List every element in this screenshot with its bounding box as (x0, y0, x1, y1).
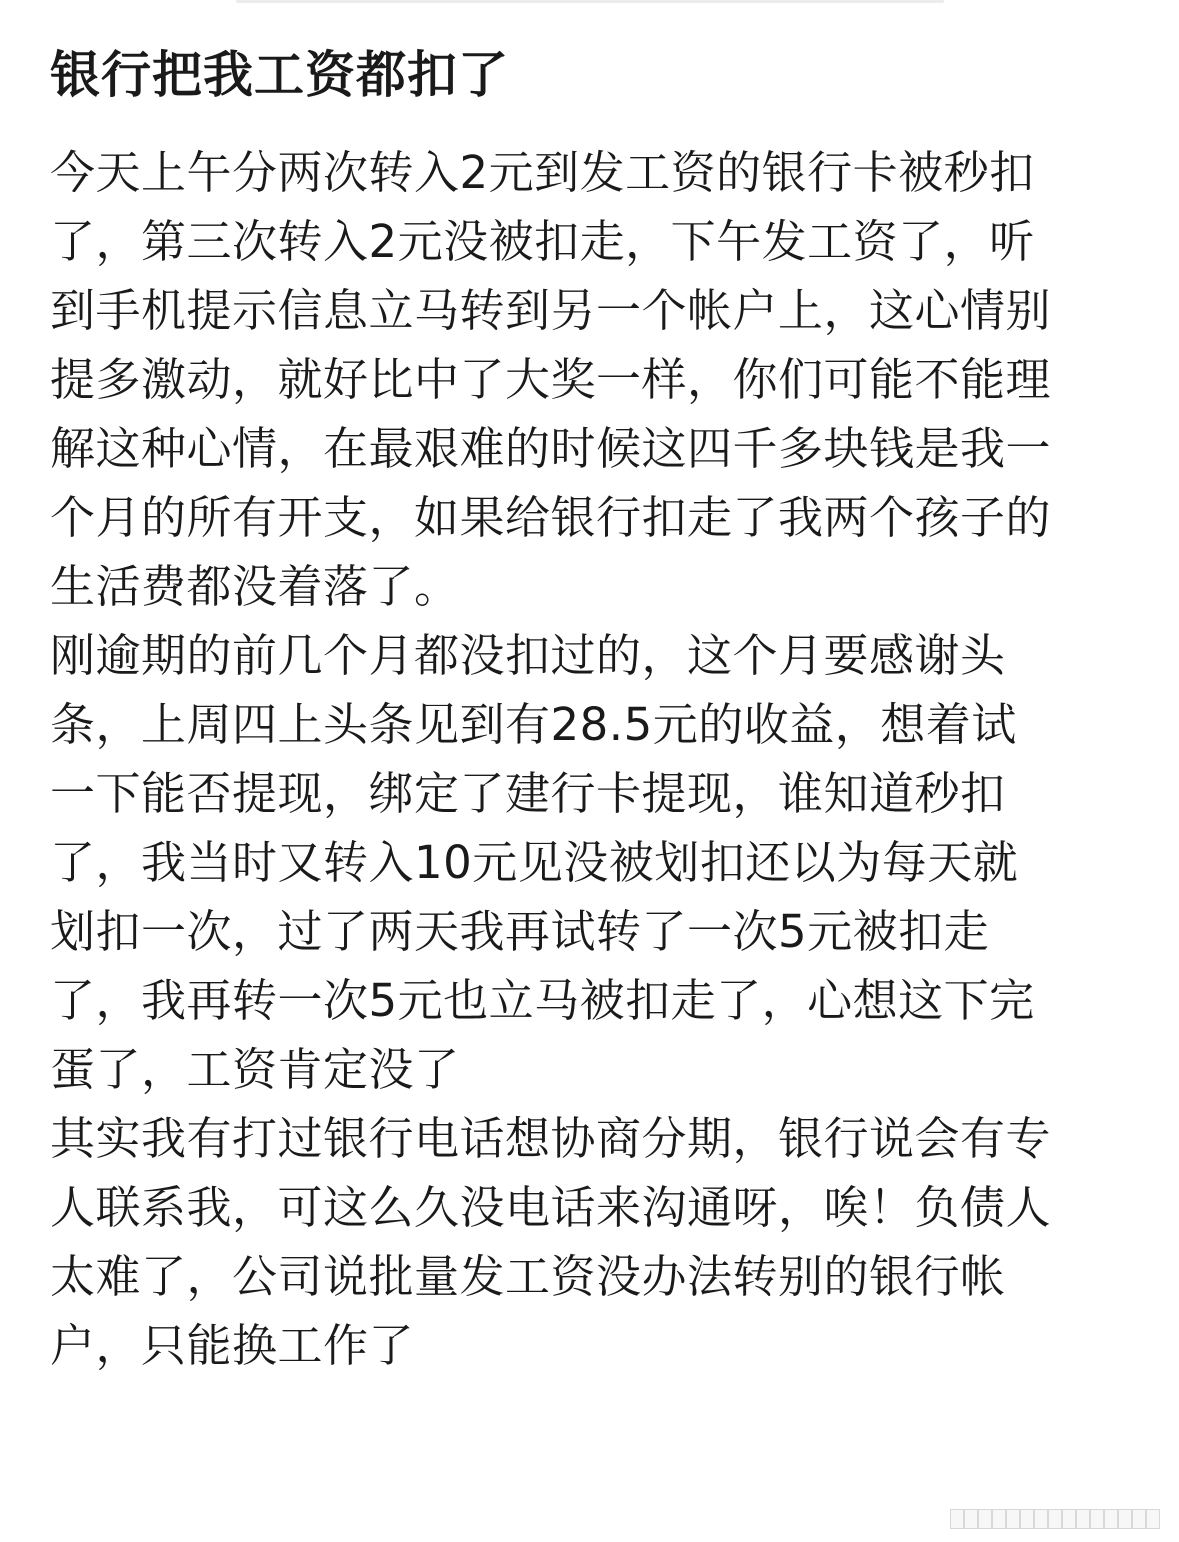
watermark-glyph (1146, 1509, 1160, 1529)
watermark-glyph (1118, 1509, 1132, 1529)
body-line: 一下能否提现，绑定了建行卡提现，谁知道秒扣 (50, 767, 1006, 820)
body-line: 今天上午分两次转入2元到发工资的银行卡被秒扣 (50, 146, 1035, 199)
body-line: 人联系我，可这么久没电话来沟通呀，唉！负债人 (50, 1181, 1052, 1234)
watermark-glyph (992, 1509, 1006, 1529)
watermark-glyph (950, 1509, 964, 1529)
body-line: 个月的所有开支，如果给银行扣走了我两个孩子的 (50, 491, 1052, 544)
body-line: 蛋了，工资肯定没了 (50, 1043, 460, 1096)
watermark-glyph (1090, 1509, 1104, 1529)
body-line: 了，第三次转入2元没被扣走，下午发工资了，听 (50, 215, 1035, 268)
body-line: 户，只能换工作了 (50, 1319, 415, 1372)
body-line: 生活费都没着落了。 (50, 560, 460, 613)
body-line: 其实我有打过银行电话想协商分期，银行说会有专 (50, 1112, 1052, 1165)
body-line: 太难了，公司说批量发工资没办法转别的银行帐 (50, 1250, 1006, 1303)
watermark-glyph (1006, 1509, 1020, 1529)
body-line: 到手机提示信息立马转到另一个帐户上，这心情别 (50, 284, 1052, 337)
watermark-glyph (1132, 1509, 1146, 1529)
body-line: 了，我当时又转入10元见没被划扣还以为每天就 (50, 836, 1019, 889)
post-title: 银行把我工资都扣了 (50, 46, 509, 104)
watermark-glyph (1076, 1509, 1090, 1529)
watermark-glyph (1104, 1509, 1118, 1529)
watermark-glyph (1020, 1509, 1034, 1529)
body-line: 解这种心情，在最艰难的时候这四千多块钱是我一 (50, 422, 1052, 475)
top-divider (236, 0, 944, 3)
body-line: 了，我再转一次5元也立马被扣走了，心想这下完 (50, 974, 1035, 1027)
post-body (50, 138, 1130, 1380)
watermark-glyph (978, 1509, 992, 1529)
watermark-glyph (964, 1509, 978, 1529)
watermark-glyph (1048, 1509, 1062, 1529)
body-line: 提多激动，就好比中了大奖一样，你们可能不能理 (50, 353, 1052, 406)
body-line: 条，上周四上头条见到有28.5元的收益，想着试 (50, 698, 1017, 751)
watermark-logo (950, 1508, 1168, 1530)
body-line: 刚逾期的前几个月都没扣过的，这个月要感谢头 (50, 629, 1006, 682)
body-line: 划扣一次，过了两天我再试转了一次5元被扣走 (50, 905, 990, 958)
watermark-glyph (1062, 1509, 1076, 1529)
watermark-glyph (1034, 1509, 1048, 1529)
